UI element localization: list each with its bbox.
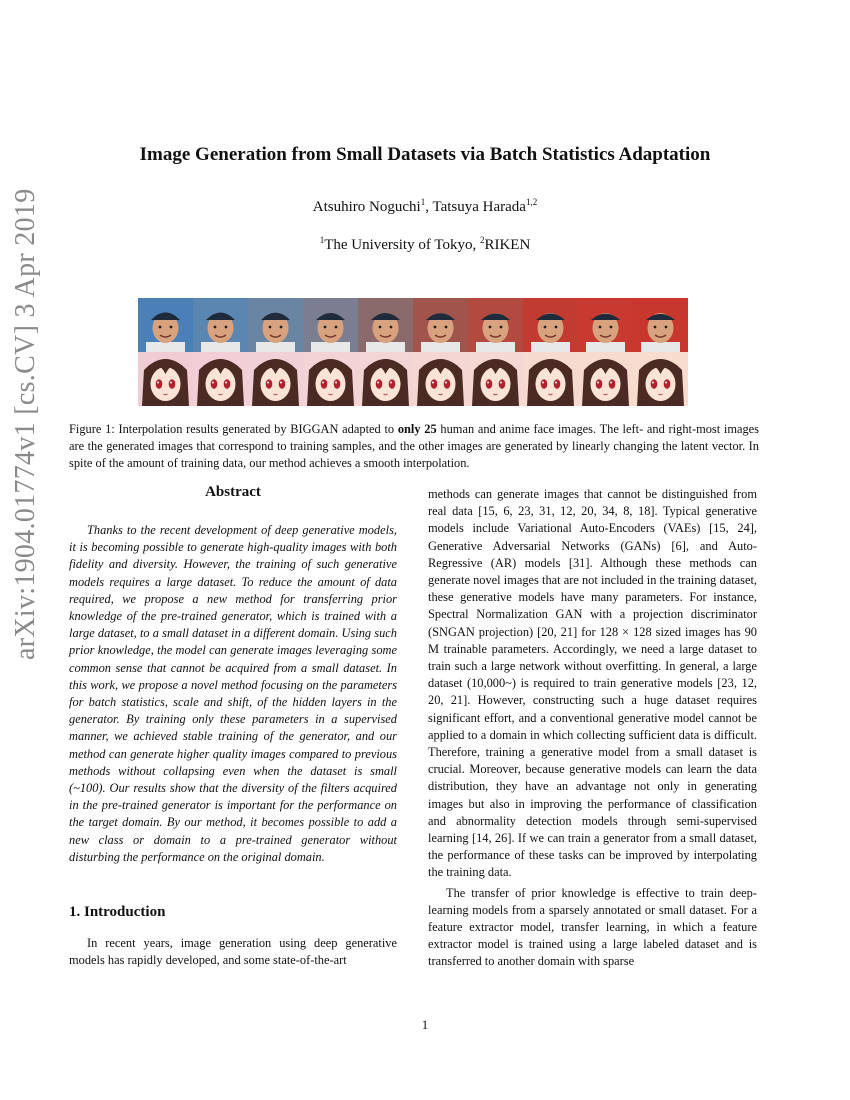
anime-face-thumbnail [358,352,413,406]
right-column [428,486,757,971]
introduction-paragraph: In recent years, image generation using deep generative models has rapidly developed, and some state-of-the-art [69,936,397,968]
abstract-body: Thanks to the recent development of deep generative models, it is becoming possible to generate high-quality images with both fidelity and diversity. However, the training of such generative models requires a large dataset. To reduce the amount of data required, we propose a new method for transferring prior knowledge of the pre-trained generator, which is trained with a large dataset, to a small dataset in a different domain. Using such prior knowledge, the model can generate images leveraging some common sense that cannot be acquired from a small dataset. In this work, we propose a novel method focusing on the parameters for batch statistics, scale and shift, of the hidden layers in the generator. By training only these parameters in a supervised manner, we achieved stable training of the generator, and our method can generate higher quality images compared to previous methods without collapsing even when the dataset is small (~100). Our results show that the diversity of the filters acquired in the pre-trained generator is important for the performance on the target domain. By our method, it becomes possible to add a new class or domain to a pre-trained generator without disturbing the performance on the original domain. [69,523,397,864]
affil-1: The University of Tokyo, [324,237,480,253]
abstract-heading: Abstract [205,484,261,500]
caption-bold: only 25 [397,422,437,436]
arxiv-stamp: arXiv:1904.01774v1 [cs.CV] 3 Apr 2019 [10,188,41,660]
human-face-thumbnail [523,298,578,352]
human-face-thumbnail [578,298,633,352]
caption-prefix: Figure 1: Interpolation results generated by BIGGAN adapted to [69,422,398,436]
left-column [69,484,397,969]
right-paragraph-1: methods can generate images that cannot be distinguished from real data [15, 6, 23, 31, 12, 20, 34, 8, 18]. Typical generative models include Variational Auto-Encoders (VAEs) [15, 24], Generative Adversarial Networks (GANs) [6], and Auto-Regressive (AR) models [31]. Although these methods can generate novel images that are not included in the training dataset, these generative models have many parameters. For instance, Spectral Normalization GAN with a projection discriminator (SNGAN projection) [20, 21] for 128 × 128 sized images has 90 M trainable parameters. Accordingly, we need a large dataset to train such a large network without overfitting. In general, a large dataset (10,000~) is required to train generative models [23, 12, 20, 21]. However, constructing such a huge dataset requires significant effort, and a conventional generative model cannot be applied to a domain in which collecting sufficient data is difficult. Therefore, training a generative model from a small dataset is crucial. Moreover, because generative models can learn the data distribution, they have an advantage not only in generating images but also in improving the performance of classification and abnormality detection models through semi-supervised learning [14, 26]. If we can train a generator from a small dataset, the performance of these tasks can be improved by interpolating the training data. [428,487,757,880]
human-face-thumbnail [138,298,193,352]
human-face-thumbnail [633,298,688,352]
human-face-thumbnail [248,298,303,352]
figure-interpolation-grid [138,298,688,406]
author-separator: , [425,199,433,215]
human-face-thumbnail [358,298,413,352]
figure-caption [69,421,759,472]
affil-2-mark: 2 [479,235,485,245]
authors [0,199,850,216]
affil-2: RIKEN [484,237,531,253]
human-face-thumbnail [193,298,248,352]
anime-face-thumbnail [413,352,468,406]
caption-suffix: human and anime face images. The left- and right-most images are the generated images that correspond to training samples, and the other images are generated by linearly changing the latent vector. In spite of the amount of training data, our method achieves a smooth interpolation. [69,422,760,470]
anime-face-thumbnail [248,352,303,406]
anime-face-thumbnail [303,352,358,406]
human-face-thumbnail [303,298,358,352]
anime-face-thumbnail [523,352,578,406]
author-noguchi: Atsuhiro Noguchi [312,199,421,215]
right-paragraph-2: The transfer of prior knowledge is effective to train deep-learning models from a sparsely annotated or small dataset. For a feature extractor model, transfer learning, in which a feature extractor model is trained using a large labeled dataset and is transferred to another domain with sparse [428,885,757,969]
human-face-thumbnail [468,298,523,352]
author-harada: Tatsuya Harada [432,199,526,215]
anime-face-thumbnail [578,352,633,406]
introduction-heading: 1. Introduction [69,904,166,921]
paper-title: Image Generation from Small Datasets via Batch Statistics Adaptation [139,144,711,165]
anime-face-thumbnail [193,352,248,406]
author-noguchi-affil: 1 [420,197,426,207]
anime-face-thumbnail [138,352,193,406]
affil-1-mark: 1 [319,235,325,245]
author-harada-affil: 1,2 [525,197,538,207]
anime-face-thumbnail [468,352,523,406]
anime-face-thumbnail [633,352,688,406]
page-number: 1 [421,1017,429,1032]
affiliations [0,237,850,254]
human-face-thumbnail [413,298,468,352]
